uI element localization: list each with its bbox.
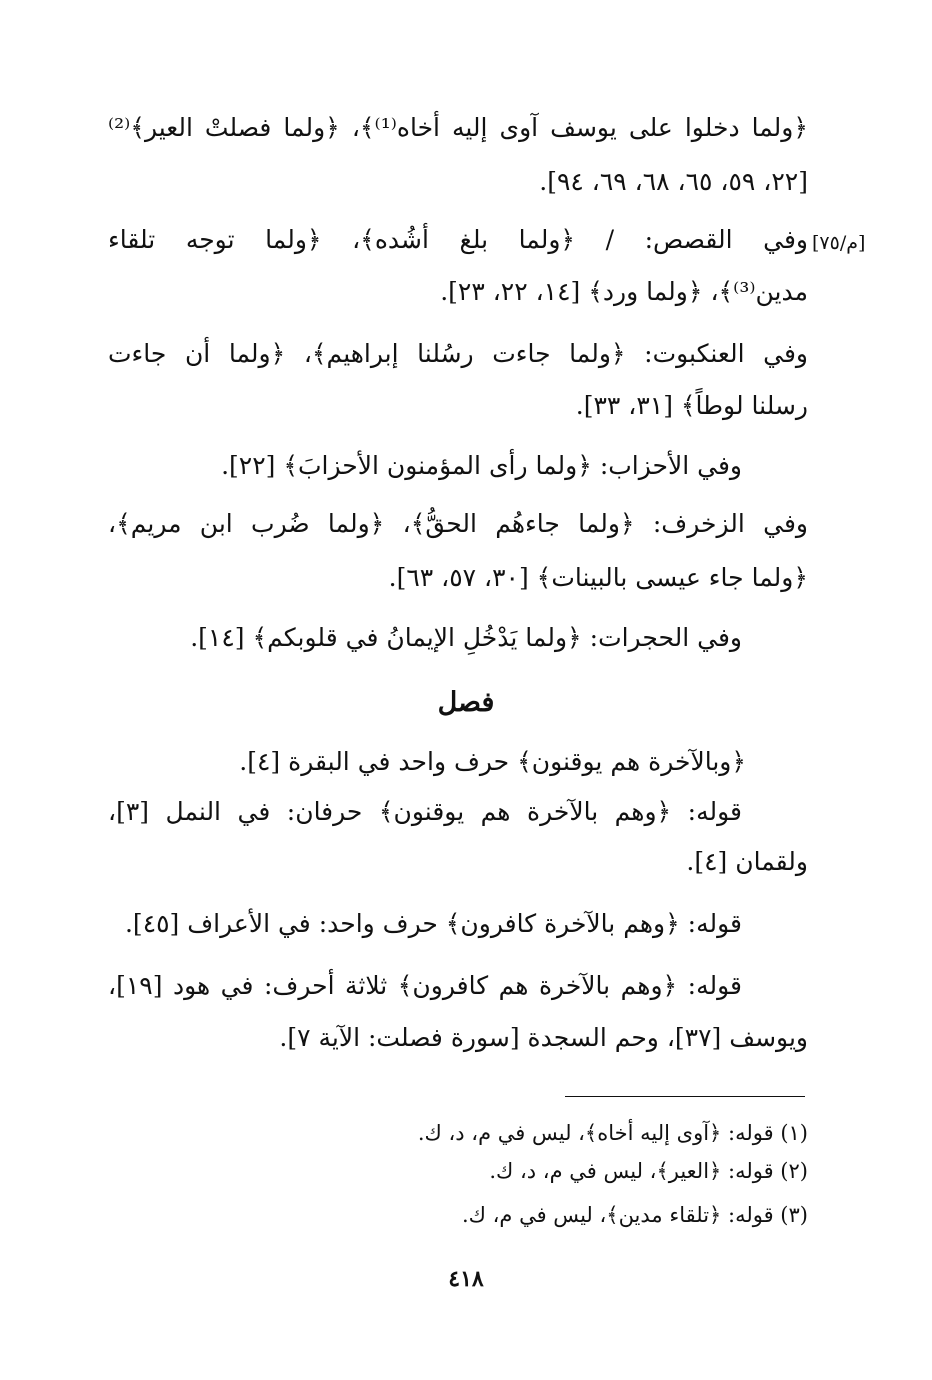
body-line-5: وفي العنكبوت: ﴿ولما جاءت رسُلنا إبراهيم﴾، ﴿ولما أن جاءت	[108, 339, 808, 368]
body-line-12: قوله: ﴿وهم بالآخرة هم يوقنون﴾ حرفان: في النمل [٣]،	[108, 797, 742, 826]
body-line-4: مدين⁽³⁾﴾، ﴿ولما ورد﴾ [١٤، ٢٢، ٢٣].	[440, 277, 808, 306]
body-line-10: وفي الحجرات: ﴿ولما يَدْخُلِ الإيمانُ في قلوبكم﴾ [١٤].	[190, 623, 742, 652]
body-line-15: قوله: ﴿وهم بالآخرة هم كافرون﴾ ثلاثة أحرف: في هود [١٩]،	[108, 971, 742, 1000]
margin-reference: [م/٧٥]	[812, 232, 866, 254]
section-heading: فصل	[437, 687, 495, 718]
body-line-3: وفي القصص: / ﴿ولما بلغ أشُده﴾، ﴿ولما توجه تلقاء	[108, 225, 808, 254]
body-line-8: وفي الزخرف: ﴿ولما جاءهُم الحقُّ﴾، ﴿ولما ضُرب ابن مريم﴾،	[108, 509, 808, 538]
body-line-2: [٢٢، ٥٩، ٦٥، ٦٨، ٦٩، ٩٤].	[539, 167, 808, 196]
body-line-7: وفي الأحزاب: ﴿ولما رأى المؤمنون الأحزابَ﴾ [٢٢].	[221, 451, 742, 480]
body-line-9: ﴿ولما جاء عيسى بالبينات﴾ [٣٠، ٥٧، ٦٣].	[388, 563, 808, 592]
body-line-6: رسلنا لوطاً﴾ [٣١، ٣٣].	[575, 391, 808, 420]
footnote-separator	[565, 1096, 805, 1097]
page-number: ٤١٨	[448, 1266, 484, 1292]
body-line-16: ويوسف [٣٧]، وحم السجدة [سورة فصلت: الآية ٧].	[279, 1023, 808, 1052]
footnote-3: (٣) قوله: ﴿تلقاء مدين﴾، ليس في م، ك.	[461, 1203, 808, 1227]
body-line-1: ﴿ولما دخلوا على يوسف آوى إليه أخاه⁽¹⁾﴾، ﴿ولما فصلتْ العير﴾⁽²⁾	[108, 113, 808, 142]
footnote-1: (١) قوله: ﴿آوى إليه أخاه﴾، ليس في م، د، ك.	[417, 1121, 808, 1145]
body-line-11: ﴿وبالآخرة هم يوقنون﴾ حرف واحد في البقرة [٤].	[239, 747, 746, 776]
body-line-13: ولقمان [٤].	[686, 847, 808, 876]
footnote-2: (٢) قوله: ﴿العير﴾، ليس في م، د، ك.	[489, 1159, 808, 1183]
body-line-14: قوله: ﴿وهم بالآخرة كافرون﴾ حرف واحد: في الأعراف [٤٥].	[124, 909, 742, 938]
